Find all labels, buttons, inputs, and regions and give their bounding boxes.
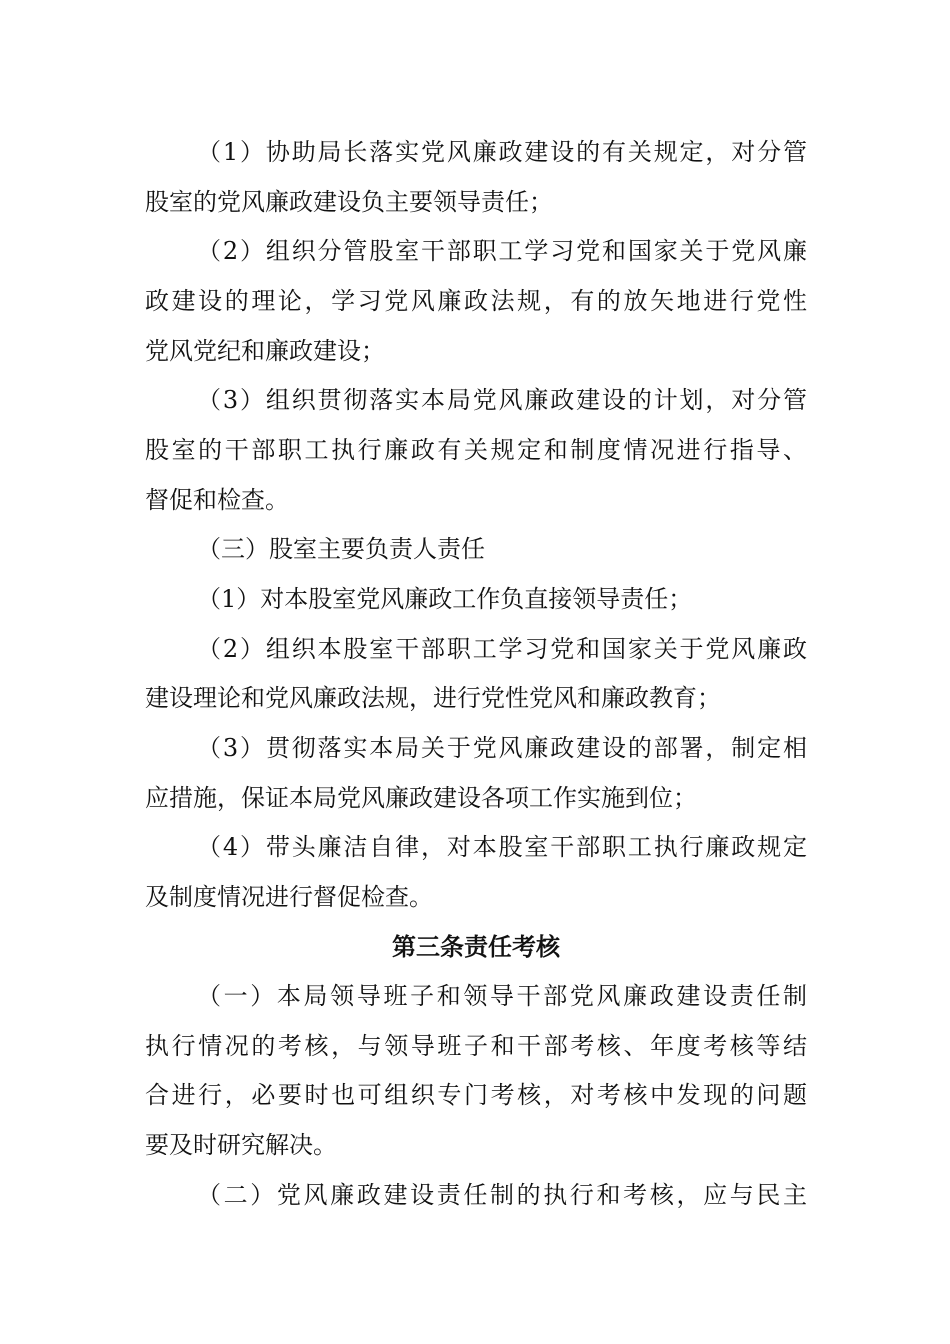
text-line: 建设理论和党风廉政法规，进行党性党风和廉政教育； <box>145 684 721 712</box>
text-line: （2）组织分管股室干部职工学习党和国家关于党风廉 <box>197 237 807 265</box>
text-line: （二）党风廉政建设责任制的执行和考核，应与民主 <box>197 1181 807 1209</box>
text-line: 督促和检查。 <box>145 486 289 514</box>
text-line: 股室的干部职工执行廉政有关规定和制度情况进行指导、 <box>145 436 807 464</box>
text-line: （1）协助局长落实党风廉政建设的有关规定，对分管 <box>197 138 807 166</box>
section-subheading: （三）股室主要负责人责任 <box>197 535 485 563</box>
text-line: （一）本局领导班子和领导干部党风廉政建设责任制 <box>197 982 807 1010</box>
text-line: （4）带头廉洁自律，对本股室干部职工执行廉政规定 <box>197 833 807 861</box>
text-line: （1）对本股室党风廉政工作负直接领导责任； <box>197 585 693 613</box>
text-line: 执行情况的考核，与领导班子和干部考核、年度考核等结 <box>145 1032 807 1060</box>
text-line: 及制度情况进行督促检查。 <box>145 883 433 911</box>
text-line: （3）贯彻落实本局关于党风廉政建设的部署，制定相 <box>197 734 807 762</box>
text-line: 要及时研究解决。 <box>145 1131 337 1159</box>
article-heading: 第三条责任考核 <box>392 933 560 961</box>
text-line: 合进行，必要时也可组织专门考核，对考核中发现的问题 <box>145 1081 807 1109</box>
text-line: 政建设的理论，学习党风廉政法规，有的放矢地进行党性 <box>145 287 807 315</box>
text-line: 股室的党风廉政建设负主要领导责任； <box>145 188 553 216</box>
text-line: 党风党纪和廉政建设； <box>145 337 385 365</box>
text-line: 应措施，保证本局党风廉政建设各项工作实施到位； <box>145 784 697 812</box>
text-line: （3）组织贯彻落实本局党风廉政建设的计划，对分管 <box>197 386 807 414</box>
text-line: （2）组织本股室干部职工学习党和国家关于党风廉政 <box>197 635 807 663</box>
